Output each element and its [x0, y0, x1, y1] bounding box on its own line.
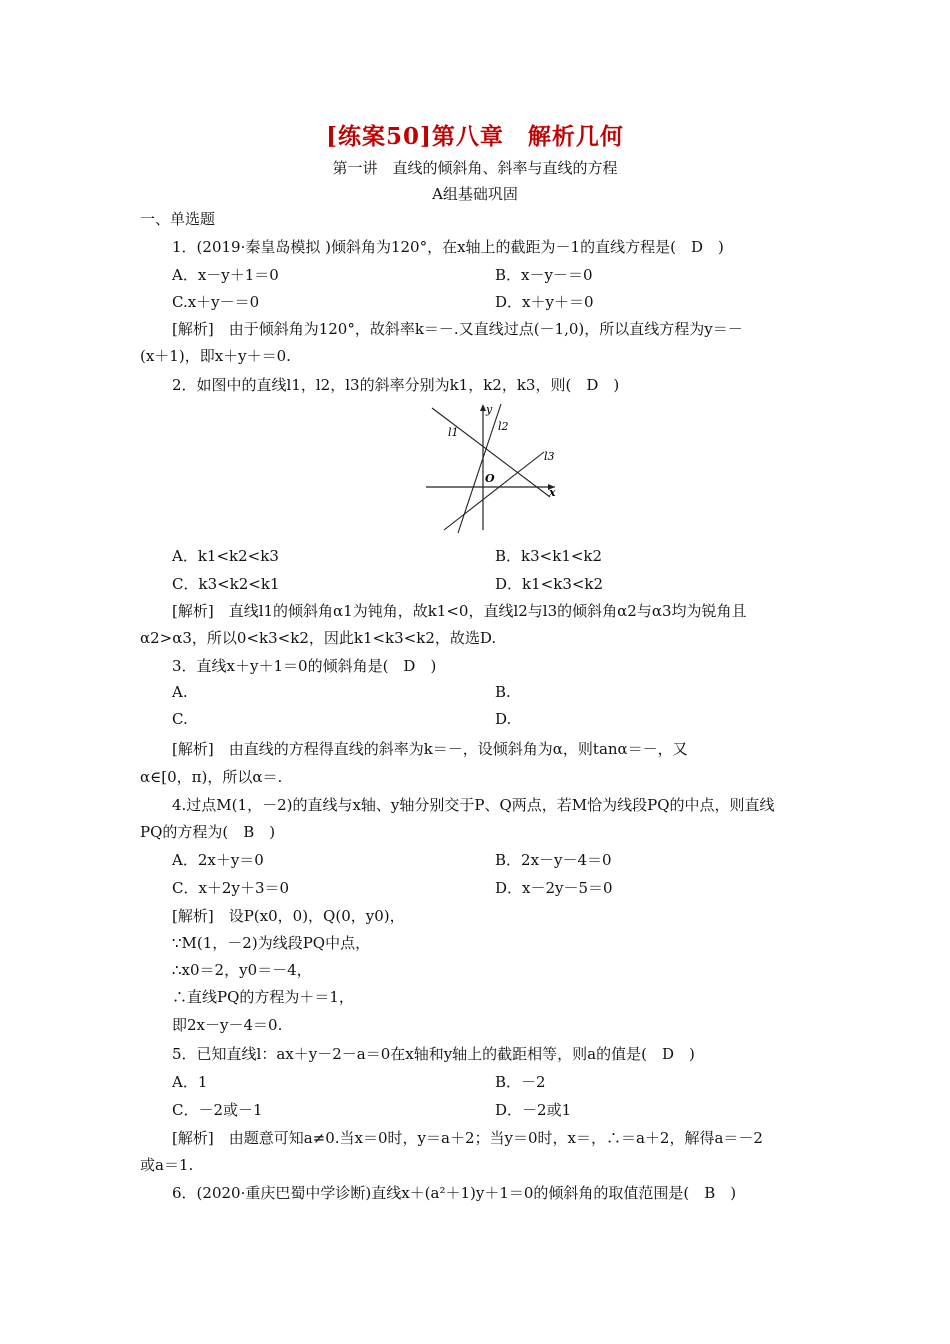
question-1-stem: 1．(2019·秦皇岛模拟 )倾斜角为120°，在x轴上的截距为－1的直线方程是( D )	[172, 238, 724, 256]
x-axis-label: x	[549, 486, 556, 499]
q3-option-d: D.	[495, 710, 512, 728]
q5-analysis-line-1: [解析] 由题意可知a≠0.当x＝0时，y＝a＋2；当y＝0时，x＝，∴＝a＋2，解得a＝－2	[172, 1129, 763, 1147]
l3-label: l3	[544, 450, 555, 463]
q5-option-a: A．1	[172, 1073, 208, 1091]
question-6-stem: 6．(2020·重庆巴蜀中学诊断)直线x＋(a²＋1)y＋1＝0的倾斜角的取值范围是( B )	[172, 1184, 737, 1202]
q4-analysis-line-3: ∴x0＝2，y0＝－4，	[172, 961, 312, 979]
q1-option-a: A．x－y＋1＝0	[172, 266, 279, 284]
q2-option-b: B．k3<k1<k2	[495, 547, 603, 565]
q3-option-b: B.	[495, 683, 511, 701]
q2-option-c: C．k3<k2<k1	[172, 575, 280, 593]
q3-analysis-line-1: [解析] 由直线的方程得直线的斜率为k＝－，设倾斜角为α，则tanα＝－，又	[172, 740, 688, 758]
q4-option-d: D．x－2y－5＝0	[495, 879, 613, 897]
q2-option-d: D．k1<k3<k2	[495, 575, 604, 593]
group-label: A组基础巩固	[432, 185, 518, 203]
q5-analysis-line-2: 或a＝1.	[140, 1156, 194, 1174]
q4-option-b: B．2x－y－4＝0	[495, 851, 612, 869]
q3-analysis-line-2: α∈[0，π)，所以α＝.	[140, 768, 283, 786]
page-title: [练案50]第八章 解析几何	[326, 123, 624, 150]
q5-option-c: C．－2或－1	[172, 1101, 263, 1119]
q4-option-a: A．2x＋y＝0	[172, 851, 264, 869]
q1-option-b: B．x－y－＝0	[495, 266, 593, 284]
q2-option-a: A．k1<k2<k3	[172, 547, 279, 565]
q2-analysis-line-1: [解析] 直线l1的倾斜角α1为钝角，故k1<0，直线l2与l3的倾斜角α2与α3均为锐角且	[172, 602, 747, 620]
l2-label: l2	[498, 420, 509, 433]
origin-label: O	[485, 472, 495, 485]
question-4-stem-line-1: 4.过点M(1，－2)的直线与x轴、y轴分别交于P、Q两点，若M恰为线段PQ的中点，则直线	[172, 796, 775, 814]
q1-analysis-line-2: (x＋1)，即x＋y＋＝0.	[140, 347, 291, 365]
q1-analysis-line-1: [解析] 由于倾斜角为120°，故斜率k＝－.又直线过点(－1,0)，所以直线方程为y＝－	[172, 320, 743, 338]
q5-option-b: B．－2	[495, 1073, 546, 1091]
lesson-title: 第一讲 直线的倾斜角、斜率与直线的方程	[332, 159, 618, 177]
q4-analysis-line-2: ∵M(1，－2)为线段PQ中点，	[172, 934, 371, 952]
question-2-stem: 2．如图中的直线l1，l2，l3的斜率分别为k1，k2，k3，则( D )	[172, 376, 620, 394]
q1-option-c: C.x＋y－＝0	[172, 293, 260, 311]
q1-option-d: D．x＋y＋＝0	[495, 293, 594, 311]
l1-label: l1	[448, 426, 459, 439]
q5-option-d: D．－2或1	[495, 1101, 572, 1119]
q2-analysis-line-2: α2>α3，所以0<k3<k2，因此k1<k3<k2，故选D.	[140, 629, 497, 647]
q4-option-c: C．x＋2y＋3＝0	[172, 879, 290, 897]
question-5-stem: 5．已知直线l：ax＋y－2－a＝0在x轴和y轴上的截距相等，则a的值是( D )	[172, 1045, 695, 1063]
question-3-stem: 3．直线x＋y＋1＝0的倾斜角是( D )	[172, 657, 437, 675]
q4-analysis-line-1: [解析] 设P(x0，0)，Q(0，y0)，	[172, 907, 405, 925]
q3-option-a: A.	[172, 683, 188, 701]
q4-analysis-line-4: ∴直线PQ的方程为＋＝1，	[172, 988, 354, 1006]
section-heading: 一、单选题	[140, 210, 216, 228]
lines-figure	[420, 402, 560, 542]
y-axis-label: y	[486, 403, 493, 416]
q3-option-c: C.	[172, 710, 188, 728]
question-4-stem-line-2: PQ的方程为( B )	[140, 823, 276, 841]
q4-analysis-line-5: 即2x－y－4＝0.	[172, 1016, 283, 1034]
